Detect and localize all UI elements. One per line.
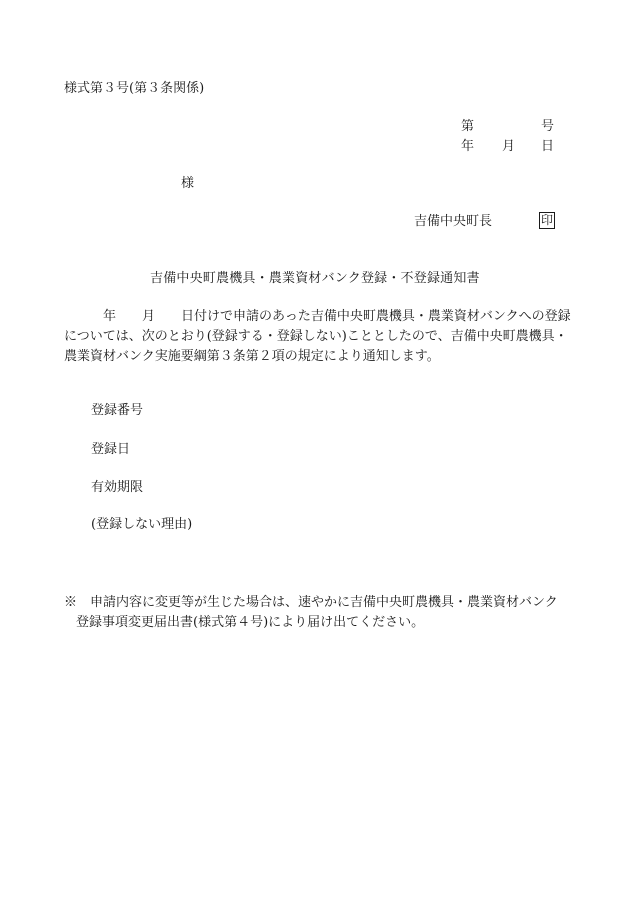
field-validity-period: 有効期限 xyxy=(91,480,144,495)
field-reason-not-registered: (登録しない理由) xyxy=(91,517,193,532)
field-registration-date: 登録日 xyxy=(91,442,131,457)
note-line-2: 登録事項変更届出書(様式第４号)により届け出てください。 xyxy=(76,615,425,630)
year-label: 年 xyxy=(461,139,475,154)
document-number-row xyxy=(461,120,556,136)
month-label: 月 xyxy=(502,139,516,154)
form-number: 様式第３号(第３条関係) xyxy=(64,81,205,96)
sender-name: 吉備中央町長 xyxy=(414,214,493,229)
body-text-line-2: については、次のとおり(登録する・登録しない)こととしたので、吉備中央町農機具・ xyxy=(64,329,568,344)
field-registration-number: 登録番号 xyxy=(91,403,144,418)
day-label: 日 xyxy=(541,139,555,154)
seal-mark: 印 xyxy=(540,213,553,227)
document-title: 吉備中央町農機具・農業資材バンク登録・不登録通知書 xyxy=(150,271,480,286)
date-row xyxy=(461,140,556,156)
body-text-line-1: 年 月 日付けで申請のあった吉備中央町農機具・農業資材バンクへの登録 xyxy=(64,309,571,324)
note-line-1: ※ 申請内容に変更等が生じた場合は、速やかに吉備中央町農機具・農業資材バンク xyxy=(64,595,558,610)
body-text-line-3: 農業資材バンク実施要綱第３条第２項の規定により通知します。 xyxy=(64,349,440,364)
number-suffix: 号 xyxy=(541,119,555,134)
number-prefix: 第 xyxy=(461,119,475,134)
recipient-suffix: 様 xyxy=(181,176,195,191)
